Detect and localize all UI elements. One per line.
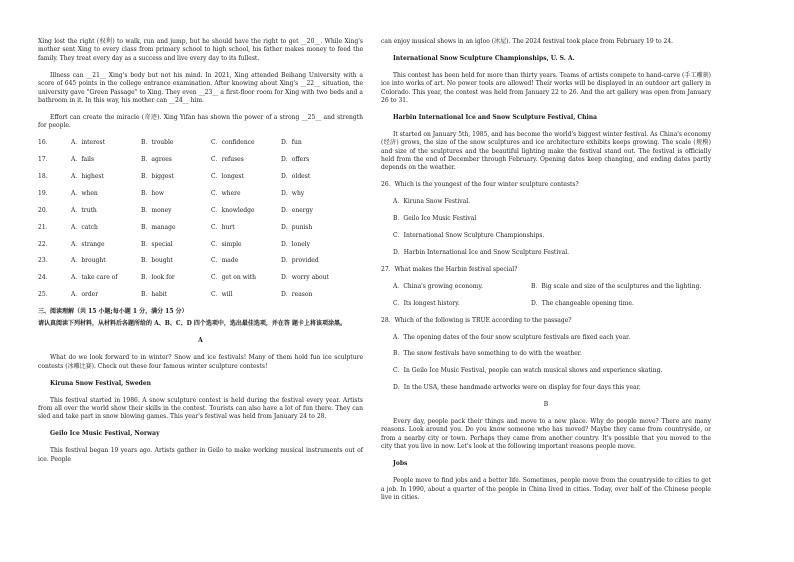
option-a: A．take care of <box>71 274 118 282</box>
question-row <box>38 139 363 147</box>
left-paragraph-3: Effort can create the miracle (奇迹). Xing Yifan has shown the power of a strong __25__ and strength for people. <box>38 113 363 130</box>
question-number: 21． <box>38 223 52 231</box>
option-b: B．money <box>141 206 172 214</box>
option-b: B．manage <box>141 223 176 231</box>
option-c: C．longest <box>211 172 244 180</box>
option-d: D．lonely <box>281 240 311 248</box>
q26-option-a: A．Kiruna Snow Festival. <box>393 198 471 206</box>
harbin-paragraph: It started on January 5th, 1985, and has become the world's biggest winter festival. As China's economy (经济) grows, the size of the snow sculptures and ice architecture exhibits keeps growing. The scale (规模) and size of the sculptures and the beautiful lighting make the festival stand out. The festival is officially held from the end of December through February. Opening dates keep changing, and ending dates partly depends on the weather. <box>381 130 711 172</box>
question-number: 18． <box>38 172 52 180</box>
option-c: C．will <box>211 291 233 299</box>
option-b: B．agrees <box>141 156 172 164</box>
option-c: C．simple <box>211 240 242 248</box>
section-title: 三、阅读理解（共 15 小题;每小题 1 分，满分 15 分） <box>38 308 188 316</box>
option-a: A．fails <box>71 156 95 164</box>
option-a: A．when <box>71 189 98 197</box>
question-number: 16． <box>38 139 52 147</box>
question-number: 23． <box>38 257 52 265</box>
passage-label-a: A <box>198 337 203 345</box>
question-28: 28．Which of the following is TRUE according to the passage? <box>381 316 572 324</box>
question-row <box>38 224 363 232</box>
international-heading: International Snow Sculpture Championships, U. S. A. <box>393 54 575 62</box>
question-row <box>38 274 363 282</box>
question-row <box>38 156 363 164</box>
option-d: D．oldest <box>281 172 311 180</box>
question-number: 25． <box>38 291 52 299</box>
left-paragraph-1: Xing lost the right (权利) to walk, run and jump, but he should have the right to get __20__. While Xing's mother sent Xing to every class from primary school to high school, his father makes money to feed the family. They treat every day as a success and live every day to its fullest. <box>38 38 363 62</box>
geilo-paragraph: This festival began 19 years ago. Artists gather in Geilo to make working musical instruments out of ice. People <box>38 447 363 463</box>
passage-b-intro: Every day, people pack their things and move to a new place. Why do people move? There are many reasons. Look around you. Do you know someone who has moved? Maybe they came from countryside, or from a nearby city or town. Perhaps they came from another country. It's possible that you moved to the city that you live in now. Let's look at the following important reasons people move. <box>381 418 711 451</box>
jobs-paragraph: People move to find jobs and a better life. Sometimes, people move from the countryside to cities to get a job. In 1990, about a quarter of the people in China lived in cities. Today, over half of the Chinese people live in cities. <box>381 477 711 501</box>
option-c: C．refuses <box>211 156 244 164</box>
passage-a-intro: What do we look forward to in winter? Snow and ice festivals! Many of them hold fun ice sculpture contests (冰雕比赛). Check out these four famous winter sculpture contests! <box>38 354 363 370</box>
q27-option-b: B．Big scale and size of the sculptures and the lighting. <box>531 282 702 290</box>
option-b: B．how <box>141 189 165 197</box>
question-26: 26．Which is the youngest of the four winter sculpture contests? <box>381 181 579 189</box>
q26-option-c: C．International Snow Sculpture Championships. <box>393 232 545 240</box>
option-a: A．strange <box>71 240 105 248</box>
option-a: A．order <box>71 291 99 299</box>
option-c: C．made <box>211 257 239 265</box>
question-number: 24． <box>38 274 52 282</box>
option-b: B．bought <box>141 257 173 265</box>
q27-options-row-2 <box>393 300 711 308</box>
option-c: C．confidence <box>211 139 255 147</box>
q26-option-b: B．Geilo Ice Music Festival <box>393 215 477 223</box>
option-d: D．punish <box>281 223 313 231</box>
q28-option-c: C．In Geilo Ice Music Festival, people can watch musical shows and experience skating. <box>393 367 663 375</box>
question-number: 19． <box>38 189 52 197</box>
option-b: B．special <box>141 240 173 248</box>
option-a: A．brought <box>71 257 106 265</box>
option-a: A．highest <box>71 172 104 180</box>
option-c: C．where <box>211 189 241 197</box>
option-d: D．why <box>281 189 305 197</box>
option-b: B．trouble <box>141 139 174 147</box>
jobs-heading: Jobs <box>393 460 408 468</box>
international-paragraph: This contest has been held for more than thirty years. Teams of artists compete to hand-carve (手工雕刻) ice into works of art. No power tools are allowed! Their works will be displayed in an outdoor art gallery in Colorado. This year, the contest was held from January 22 to 26. And the art gallery was open from January 26 to 31. <box>381 71 711 105</box>
cloze-options-list <box>38 139 363 299</box>
option-d: D．energy <box>281 206 313 214</box>
q28-option-b: B．The snow festivals have something to do with the weather. <box>393 350 582 358</box>
question-row <box>38 241 363 249</box>
q28-option-d: D．In the USA, these handmade artworks were on display for four days this year. <box>393 384 641 392</box>
question-number: 22． <box>38 240 52 248</box>
section-instructions: 请认真阅读下列材料，从材料后各题所给的 A、B、C、D 四个选项中，选出最佳选项，并在答 题卡上将该项涂黑。 <box>38 320 346 328</box>
question-row <box>38 207 363 215</box>
option-b: B．habit <box>141 291 168 299</box>
passage-label-b: B <box>543 401 549 409</box>
option-d: D．offers <box>281 156 310 164</box>
q27-option-c: C．Its longest history. <box>393 299 460 307</box>
option-a: A．catch <box>71 223 98 231</box>
left-column <box>38 38 363 472</box>
geilo-heading: Geilo Ice Music Festival, Norway <box>50 430 160 438</box>
option-b: B．look for <box>141 274 175 282</box>
option-a: A．truth <box>71 206 97 214</box>
option-b: B．biggest <box>141 172 174 180</box>
option-c: C．hurt <box>211 223 235 231</box>
geilo-paragraph-continued: can enjoy musical shows in an igloo (冰屋). The 2024 festival took place from February 19 to 24. <box>381 38 674 45</box>
question-number: 17． <box>38 156 52 164</box>
right-column <box>381 38 711 511</box>
question-27: 27．What makes the Harbin festival special? <box>381 265 518 273</box>
question-row <box>38 190 363 198</box>
kiruna-paragraph: This festival started in 1986. A snow sculpture contest is held during the festival every year. Artists from all over the world show their skills in the contest. Tourists can also have a lot of fun there. They can sled and take part in snow blowing games. This year's festival was held from January 24 to 28. <box>38 396 363 421</box>
option-c: C．get on with <box>211 274 257 282</box>
option-a: A．interest <box>71 139 105 147</box>
q27-options-row-1 <box>393 283 711 291</box>
kiruna-heading: Kiruna Snow Festival, Sweden <box>50 379 152 387</box>
left-paragraph-2: Illness can __21__ Xing's body but not his mind. In 2021, Xing attended Beihang University with a score of 645 points in the college entrance examination. After knowing about Xing's __22__ situation, the university gave "Green Passage" to Xing. They even __23__ a first-floor room for Xing with two beds and a bathroom in it. In this way, his mother can __24__ him. <box>38 71 363 104</box>
question-row <box>38 257 363 265</box>
question-row <box>38 173 363 181</box>
question-number: 20． <box>38 206 52 214</box>
option-d: D．provided <box>281 257 319 265</box>
q27-option-a: A．China's growing economy. <box>393 282 483 290</box>
q26-option-d: D．Harbin International Ice and Snow Sculpture Festival. <box>393 249 570 256</box>
option-d: D．reason <box>281 291 313 299</box>
option-d: D．fun <box>281 139 302 147</box>
option-c: C．knowledge <box>211 206 255 214</box>
option-d: D．worry about <box>281 274 329 282</box>
q28-option-a: A．The opening dates of the four snow sculpture festivals are fixed each year. <box>393 333 631 341</box>
question-row <box>38 291 363 299</box>
q27-option-d: D．The changeable opening time. <box>531 299 634 307</box>
harbin-heading: Harbin International Ice and Snow Sculpture Festival, China <box>393 113 598 121</box>
